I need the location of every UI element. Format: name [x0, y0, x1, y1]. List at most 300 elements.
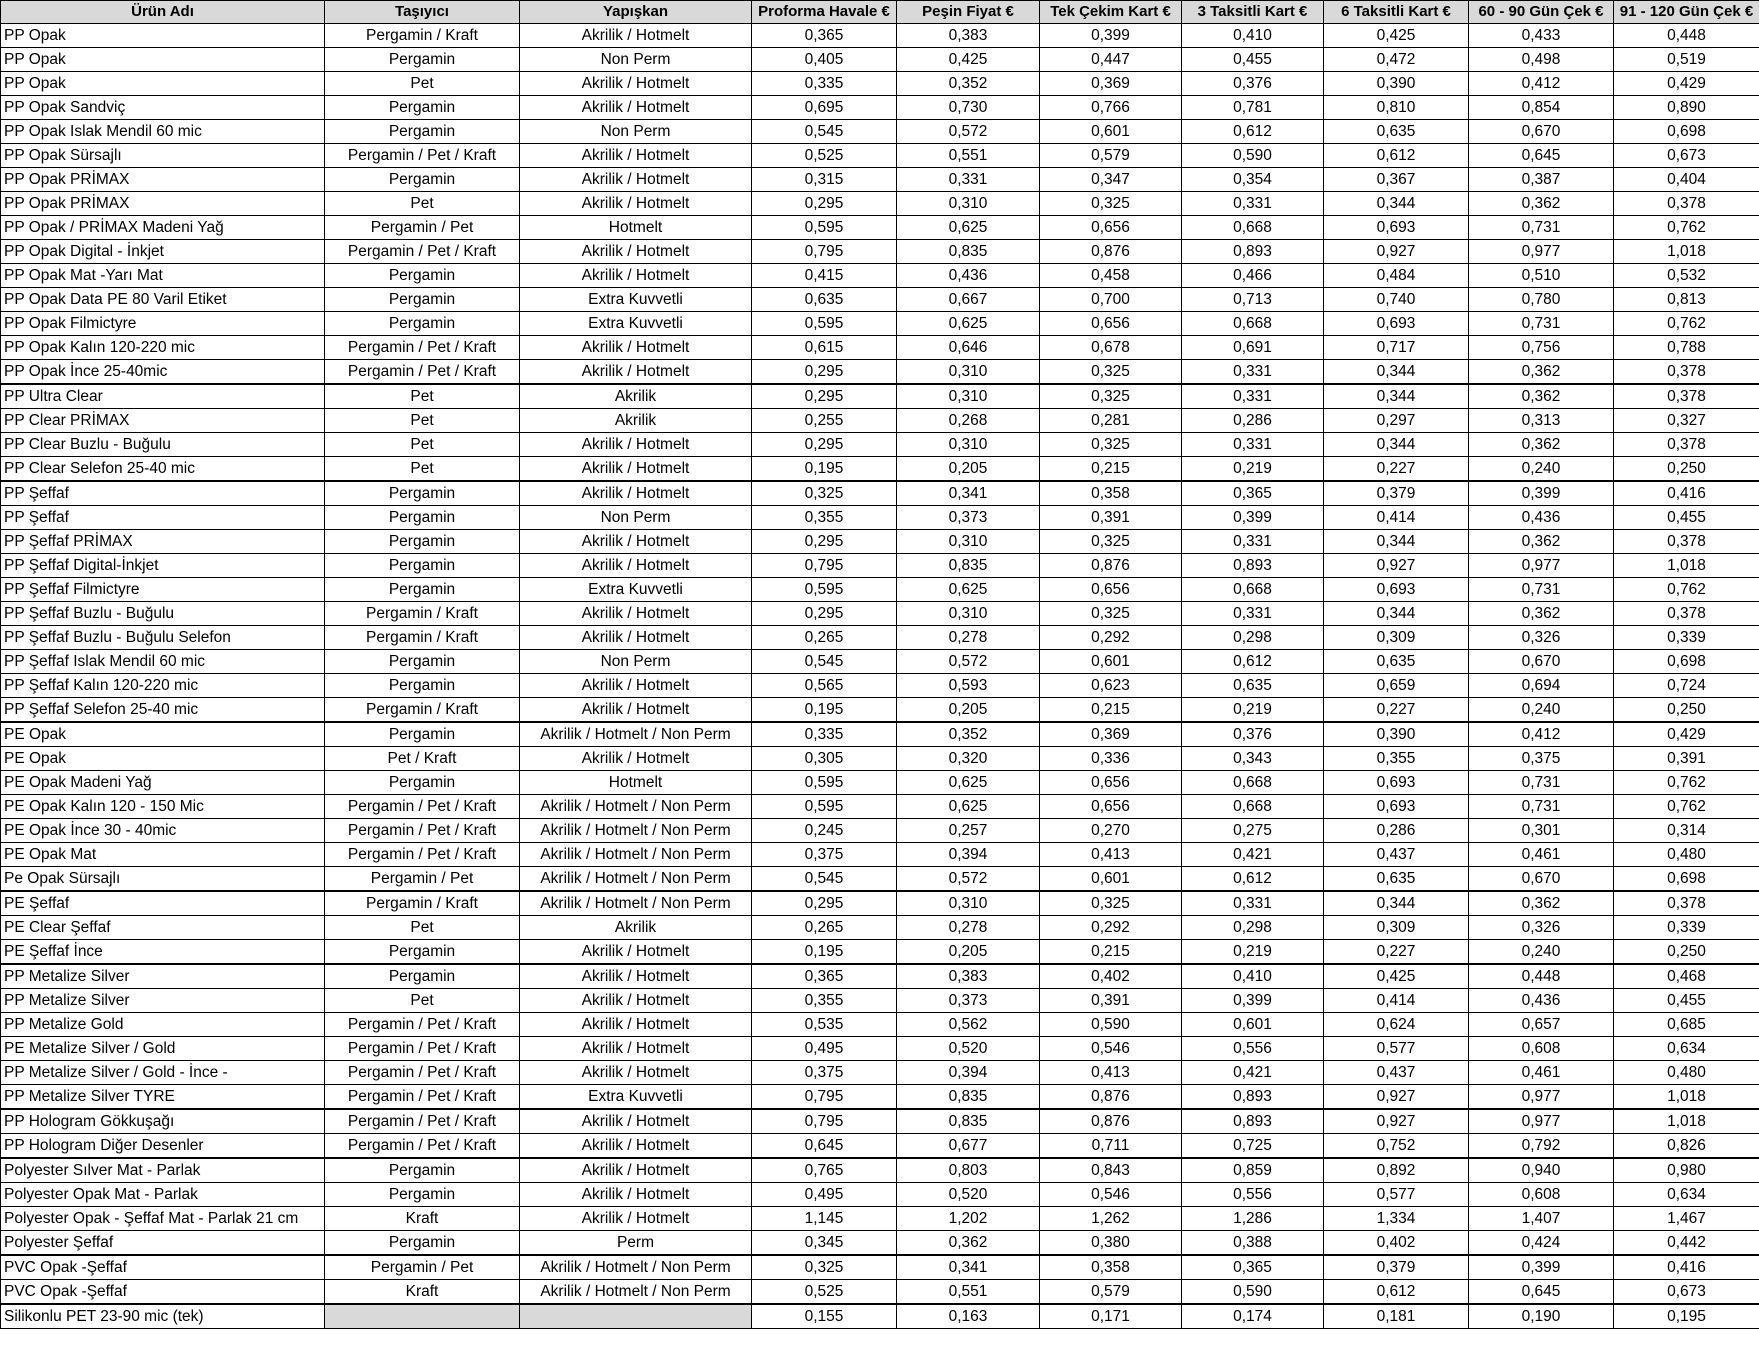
cell-6-taksitli-kart[interactable]: 0,810	[1324, 96, 1469, 120]
cell-yapiskan[interactable]: Akrilik / Hotmelt	[520, 1013, 752, 1037]
cell-proforma-havale[interactable]: 0,405	[752, 48, 897, 72]
cell-6-taksitli-kart[interactable]: 0,344	[1324, 360, 1469, 385]
cell-yapiskan[interactable]: Akrilik / Hotmelt	[520, 336, 752, 360]
cell-6-taksitli-kart[interactable]: 0,624	[1324, 1013, 1469, 1037]
cell-pesin-fiyat[interactable]: 0,551	[897, 1280, 1040, 1305]
cell-6-taksitli-kart[interactable]: 0,437	[1324, 1061, 1469, 1085]
cell-urun-adi[interactable]: PP Opak PRİMAX	[1, 192, 325, 216]
cell-pesin-fiyat[interactable]: 0,803	[897, 1158, 1040, 1183]
cell-6-taksitli-kart[interactable]: 0,740	[1324, 288, 1469, 312]
cell-91-120-gun-cek[interactable]: 0,788	[1614, 336, 1759, 360]
cell-urun-adi[interactable]: PE Opak	[1, 747, 325, 771]
cell-tek-cekim-kart[interactable]: 0,843	[1040, 1158, 1182, 1183]
cell-yapiskan[interactable]: Akrilik / Hotmelt	[520, 1109, 752, 1134]
cell-tasiyici[interactable]: Pergamin / Pet / Kraft	[325, 795, 520, 819]
cell-60-90-gun-cek[interactable]: 0,399	[1469, 481, 1614, 506]
cell-6-taksitli-kart[interactable]: 0,344	[1324, 384, 1469, 409]
cell-pesin-fiyat[interactable]: 0,373	[897, 506, 1040, 530]
cell-6-taksitli-kart[interactable]: 0,390	[1324, 72, 1469, 96]
column-header-urun-adi[interactable]: Ürün Adı	[1, 1, 325, 24]
cell-3-taksitli-kart[interactable]: 0,893	[1182, 1109, 1324, 1134]
cell-pesin-fiyat[interactable]: 0,730	[897, 96, 1040, 120]
cell-3-taksitli-kart[interactable]: 0,781	[1182, 96, 1324, 120]
cell-yapiskan[interactable]: Akrilik / Hotmelt / Non Perm	[520, 1280, 752, 1305]
cell-pesin-fiyat[interactable]: 0,310	[897, 530, 1040, 554]
cell-urun-adi[interactable]: PP Şeffaf Kalın 120-220 mic	[1, 674, 325, 698]
cell-60-90-gun-cek[interactable]: 0,670	[1469, 120, 1614, 144]
cell-91-120-gun-cek[interactable]: 0,404	[1614, 168, 1759, 192]
cell-3-taksitli-kart[interactable]: 0,668	[1182, 216, 1324, 240]
cell-tek-cekim-kart[interactable]: 0,711	[1040, 1134, 1182, 1159]
cell-tek-cekim-kart[interactable]: 0,391	[1040, 989, 1182, 1013]
cell-tek-cekim-kart[interactable]: 0,402	[1040, 964, 1182, 989]
cell-tasiyici[interactable]: Pergamin / Pet	[325, 867, 520, 892]
cell-tek-cekim-kart[interactable]: 0,369	[1040, 722, 1182, 747]
cell-3-taksitli-kart[interactable]: 0,331	[1182, 530, 1324, 554]
cell-pesin-fiyat[interactable]: 0,394	[897, 1061, 1040, 1085]
cell-urun-adi[interactable]: PE Opak	[1, 722, 325, 747]
cell-pesin-fiyat[interactable]: 0,835	[897, 554, 1040, 578]
cell-6-taksitli-kart[interactable]: 0,367	[1324, 168, 1469, 192]
cell-3-taksitli-kart[interactable]: 0,354	[1182, 168, 1324, 192]
cell-tasiyici[interactable]: Pergamin / Kraft	[325, 891, 520, 916]
cell-60-90-gun-cek[interactable]: 0,362	[1469, 530, 1614, 554]
cell-91-120-gun-cek[interactable]: 0,250	[1614, 457, 1759, 482]
cell-60-90-gun-cek[interactable]: 0,977	[1469, 1085, 1614, 1110]
cell-urun-adi[interactable]: PP Metalize Silver	[1, 964, 325, 989]
cell-pesin-fiyat[interactable]: 0,383	[897, 24, 1040, 48]
cell-60-90-gun-cek[interactable]: 0,977	[1469, 1109, 1614, 1134]
cell-tasiyici[interactable]: Pergamin / Pet / Kraft	[325, 1085, 520, 1110]
cell-60-90-gun-cek[interactable]: 0,645	[1469, 144, 1614, 168]
cell-tasiyici[interactable]: Pergamin	[325, 964, 520, 989]
cell-60-90-gun-cek[interactable]: 0,510	[1469, 264, 1614, 288]
cell-91-120-gun-cek[interactable]: 0,339	[1614, 626, 1759, 650]
cell-91-120-gun-cek[interactable]: 1,018	[1614, 1085, 1759, 1110]
cell-60-90-gun-cek[interactable]: 0,240	[1469, 457, 1614, 482]
cell-tek-cekim-kart[interactable]: 0,579	[1040, 144, 1182, 168]
cell-91-120-gun-cek[interactable]: 0,698	[1614, 867, 1759, 892]
cell-yapiskan[interactable]: Akrilik / Hotmelt	[520, 964, 752, 989]
cell-tek-cekim-kart[interactable]: 0,281	[1040, 409, 1182, 433]
cell-6-taksitli-kart[interactable]: 0,344	[1324, 192, 1469, 216]
cell-6-taksitli-kart[interactable]: 0,297	[1324, 409, 1469, 433]
cell-proforma-havale[interactable]: 0,795	[752, 554, 897, 578]
cell-tek-cekim-kart[interactable]: 0,171	[1040, 1304, 1182, 1329]
cell-yapiskan[interactable]: Non Perm	[520, 48, 752, 72]
column-header-3-taksitli-kart[interactable]: 3 Taksitli Kart €	[1182, 1, 1324, 24]
cell-tasiyici[interactable]: Pet	[325, 192, 520, 216]
cell-yapiskan[interactable]: Akrilik / Hotmelt	[520, 481, 752, 506]
cell-yapiskan[interactable]	[520, 1304, 752, 1329]
cell-91-120-gun-cek[interactable]: 0,532	[1614, 264, 1759, 288]
cell-yapiskan[interactable]: Akrilik / Hotmelt	[520, 360, 752, 385]
cell-pesin-fiyat[interactable]: 0,625	[897, 771, 1040, 795]
cell-91-120-gun-cek[interactable]: 0,762	[1614, 312, 1759, 336]
cell-tasiyici[interactable]: Pet	[325, 989, 520, 1013]
cell-pesin-fiyat[interactable]: 0,163	[897, 1304, 1040, 1329]
cell-91-120-gun-cek[interactable]: 0,378	[1614, 360, 1759, 385]
cell-urun-adi[interactable]: PP Opak / PRİMAX Madeni Yağ	[1, 216, 325, 240]
cell-proforma-havale[interactable]: 0,525	[752, 144, 897, 168]
cell-urun-adi[interactable]: PP Opak Filmictyre	[1, 312, 325, 336]
cell-6-taksitli-kart[interactable]: 0,286	[1324, 819, 1469, 843]
cell-tasiyici[interactable]: Pergamin / Pet / Kraft	[325, 1013, 520, 1037]
cell-91-120-gun-cek[interactable]: 0,448	[1614, 24, 1759, 48]
cell-tek-cekim-kart[interactable]: 0,546	[1040, 1183, 1182, 1207]
cell-tasiyici[interactable]: Pergamin	[325, 96, 520, 120]
cell-yapiskan[interactable]: Hotmelt	[520, 216, 752, 240]
cell-6-taksitli-kart[interactable]: 0,693	[1324, 795, 1469, 819]
column-header-6-taksitli-kart[interactable]: 6 Taksitli Kart €	[1324, 1, 1469, 24]
cell-proforma-havale[interactable]: 0,195	[752, 457, 897, 482]
cell-yapiskan[interactable]: Akrilik / Hotmelt	[520, 144, 752, 168]
cell-tek-cekim-kart[interactable]: 0,656	[1040, 578, 1182, 602]
cell-tasiyici[interactable]: Pergamin	[325, 1183, 520, 1207]
cell-yapiskan[interactable]: Akrilik / Hotmelt	[520, 264, 752, 288]
cell-proforma-havale[interactable]: 0,195	[752, 698, 897, 723]
cell-tasiyici[interactable]: Pergamin / Pet / Kraft	[325, 843, 520, 867]
cell-pesin-fiyat[interactable]: 0,331	[897, 168, 1040, 192]
cell-proforma-havale[interactable]: 0,265	[752, 626, 897, 650]
cell-yapiskan[interactable]: Akrilik / Hotmelt	[520, 1158, 752, 1183]
cell-yapiskan[interactable]: Akrilik / Hotmelt	[520, 698, 752, 723]
cell-yapiskan[interactable]: Extra Kuvvetli	[520, 288, 752, 312]
cell-tasiyici[interactable]: Pergamin	[325, 650, 520, 674]
cell-yapiskan[interactable]: Akrilik / Hotmelt	[520, 747, 752, 771]
cell-91-120-gun-cek[interactable]: 0,250	[1614, 940, 1759, 965]
cell-urun-adi[interactable]: PP Clear PRİMAX	[1, 409, 325, 433]
cell-91-120-gun-cek[interactable]: 0,416	[1614, 1255, 1759, 1280]
cell-tek-cekim-kart[interactable]: 1,262	[1040, 1207, 1182, 1231]
cell-tek-cekim-kart[interactable]: 0,413	[1040, 1061, 1182, 1085]
cell-urun-adi[interactable]: PP Şeffaf Islak Mendil 60 mic	[1, 650, 325, 674]
cell-6-taksitli-kart[interactable]: 0,227	[1324, 698, 1469, 723]
cell-60-90-gun-cek[interactable]: 0,190	[1469, 1304, 1614, 1329]
cell-91-120-gun-cek[interactable]: 0,762	[1614, 795, 1759, 819]
cell-yapiskan[interactable]: Perm	[520, 1231, 752, 1256]
cell-tasiyici[interactable]: Pergamin	[325, 48, 520, 72]
cell-pesin-fiyat[interactable]: 0,625	[897, 312, 1040, 336]
cell-proforma-havale[interactable]: 0,365	[752, 964, 897, 989]
cell-6-taksitli-kart[interactable]: 0,344	[1324, 602, 1469, 626]
cell-tek-cekim-kart[interactable]: 0,447	[1040, 48, 1182, 72]
cell-proforma-havale[interactable]: 0,595	[752, 771, 897, 795]
cell-6-taksitli-kart[interactable]: 0,927	[1324, 240, 1469, 264]
cell-3-taksitli-kart[interactable]: 0,331	[1182, 192, 1324, 216]
cell-tek-cekim-kart[interactable]: 0,876	[1040, 554, 1182, 578]
cell-3-taksitli-kart[interactable]: 0,859	[1182, 1158, 1324, 1183]
cell-60-90-gun-cek[interactable]: 0,313	[1469, 409, 1614, 433]
cell-tek-cekim-kart[interactable]: 0,876	[1040, 240, 1182, 264]
cell-60-90-gun-cek[interactable]: 0,301	[1469, 819, 1614, 843]
cell-tek-cekim-kart[interactable]: 0,678	[1040, 336, 1182, 360]
cell-pesin-fiyat[interactable]: 0,310	[897, 192, 1040, 216]
column-header-tek-cekim-kart[interactable]: Tek Çekim Kart €	[1040, 1, 1182, 24]
cell-proforma-havale[interactable]: 0,495	[752, 1183, 897, 1207]
cell-urun-adi[interactable]: PP Şeffaf	[1, 481, 325, 506]
cell-proforma-havale[interactable]: 0,375	[752, 843, 897, 867]
cell-urun-adi[interactable]: PP Hologram Gökkuşağı	[1, 1109, 325, 1134]
cell-tek-cekim-kart[interactable]: 0,325	[1040, 530, 1182, 554]
cell-6-taksitli-kart[interactable]: 0,635	[1324, 120, 1469, 144]
cell-urun-adi[interactable]: PP Opak Digital - İnkjet	[1, 240, 325, 264]
cell-60-90-gun-cek[interactable]: 0,362	[1469, 602, 1614, 626]
cell-pesin-fiyat[interactable]: 0,352	[897, 72, 1040, 96]
cell-tek-cekim-kart[interactable]: 0,270	[1040, 819, 1182, 843]
cell-urun-adi[interactable]: PP Şeffaf Buzlu - Buğulu	[1, 602, 325, 626]
cell-urun-adi[interactable]: PP Ultra Clear	[1, 384, 325, 409]
cell-3-taksitli-kart[interactable]: 0,590	[1182, 144, 1324, 168]
cell-urun-adi[interactable]: PE Şeffaf	[1, 891, 325, 916]
cell-yapiskan[interactable]: Akrilik / Hotmelt / Non Perm	[520, 1255, 752, 1280]
cell-3-taksitli-kart[interactable]: 0,556	[1182, 1037, 1324, 1061]
cell-tek-cekim-kart[interactable]: 0,215	[1040, 940, 1182, 965]
cell-tek-cekim-kart[interactable]: 0,601	[1040, 650, 1182, 674]
cell-tasiyici[interactable]: Pergamin / Pet / Kraft	[325, 144, 520, 168]
cell-3-taksitli-kart[interactable]: 0,601	[1182, 1013, 1324, 1037]
cell-60-90-gun-cek[interactable]: 0,448	[1469, 964, 1614, 989]
cell-6-taksitli-kart[interactable]: 0,227	[1324, 457, 1469, 482]
cell-pesin-fiyat[interactable]: 0,268	[897, 409, 1040, 433]
cell-91-120-gun-cek[interactable]: 0,890	[1614, 96, 1759, 120]
cell-6-taksitli-kart[interactable]: 0,309	[1324, 626, 1469, 650]
cell-3-taksitli-kart[interactable]: 0,219	[1182, 940, 1324, 965]
cell-urun-adi[interactable]: PP Opak Data PE 80 Varil Etiket	[1, 288, 325, 312]
cell-3-taksitli-kart[interactable]: 0,376	[1182, 72, 1324, 96]
cell-pesin-fiyat[interactable]: 0,310	[897, 360, 1040, 385]
cell-pesin-fiyat[interactable]: 0,551	[897, 144, 1040, 168]
cell-3-taksitli-kart[interactable]: 0,421	[1182, 843, 1324, 867]
cell-tasiyici[interactable]: Pet	[325, 916, 520, 940]
column-header-yapiskan[interactable]: Yapışkan	[520, 1, 752, 24]
cell-tasiyici[interactable]: Pergamin	[325, 168, 520, 192]
cell-60-90-gun-cek[interactable]: 0,424	[1469, 1231, 1614, 1256]
cell-pesin-fiyat[interactable]: 0,677	[897, 1134, 1040, 1159]
cell-tasiyici[interactable]: Pergamin	[325, 1158, 520, 1183]
cell-tasiyici[interactable]: Pet / Kraft	[325, 747, 520, 771]
cell-tek-cekim-kart[interactable]: 0,656	[1040, 795, 1182, 819]
cell-tasiyici[interactable]: Pergamin	[325, 771, 520, 795]
cell-60-90-gun-cek[interactable]: 0,436	[1469, 989, 1614, 1013]
cell-6-taksitli-kart[interactable]: 0,612	[1324, 144, 1469, 168]
cell-urun-adi[interactable]: PP Metalize Gold	[1, 1013, 325, 1037]
cell-91-120-gun-cek[interactable]: 0,762	[1614, 578, 1759, 602]
cell-proforma-havale[interactable]: 0,255	[752, 409, 897, 433]
cell-proforma-havale[interactable]: 0,245	[752, 819, 897, 843]
cell-3-taksitli-kart[interactable]: 0,893	[1182, 1085, 1324, 1110]
cell-proforma-havale[interactable]: 0,635	[752, 288, 897, 312]
cell-6-taksitli-kart[interactable]: 0,437	[1324, 843, 1469, 867]
cell-6-taksitli-kart[interactable]: 0,577	[1324, 1037, 1469, 1061]
cell-urun-adi[interactable]: Polyester Sılver Mat - Parlak	[1, 1158, 325, 1183]
cell-60-90-gun-cek[interactable]: 0,670	[1469, 867, 1614, 892]
cell-tek-cekim-kart[interactable]: 0,325	[1040, 891, 1182, 916]
cell-3-taksitli-kart[interactable]: 0,893	[1182, 554, 1324, 578]
cell-yapiskan[interactable]: Akrilik / Hotmelt	[520, 674, 752, 698]
cell-91-120-gun-cek[interactable]: 0,378	[1614, 433, 1759, 457]
cell-urun-adi[interactable]: PP Opak İnce 25-40mic	[1, 360, 325, 385]
cell-tek-cekim-kart[interactable]: 0,656	[1040, 771, 1182, 795]
cell-tasiyici[interactable]: Pet	[325, 433, 520, 457]
cell-6-taksitli-kart[interactable]: 0,693	[1324, 578, 1469, 602]
cell-60-90-gun-cek[interactable]: 0,240	[1469, 698, 1614, 723]
cell-tek-cekim-kart[interactable]: 0,215	[1040, 457, 1182, 482]
cell-6-taksitli-kart[interactable]: 0,717	[1324, 336, 1469, 360]
cell-proforma-havale[interactable]: 0,335	[752, 722, 897, 747]
cell-tek-cekim-kart[interactable]: 0,292	[1040, 916, 1182, 940]
cell-pesin-fiyat[interactable]: 0,436	[897, 264, 1040, 288]
cell-tasiyici[interactable]: Pergamin	[325, 940, 520, 965]
cell-proforma-havale[interactable]: 0,495	[752, 1037, 897, 1061]
cell-60-90-gun-cek[interactable]: 0,362	[1469, 360, 1614, 385]
cell-tasiyici[interactable]: Pet	[325, 384, 520, 409]
cell-tek-cekim-kart[interactable]: 0,601	[1040, 120, 1182, 144]
cell-tek-cekim-kart[interactable]: 0,325	[1040, 433, 1182, 457]
cell-60-90-gun-cek[interactable]: 1,407	[1469, 1207, 1614, 1231]
cell-pesin-fiyat[interactable]: 0,341	[897, 481, 1040, 506]
cell-pesin-fiyat[interactable]: 0,320	[897, 747, 1040, 771]
cell-yapiskan[interactable]: Akrilik / Hotmelt	[520, 192, 752, 216]
cell-pesin-fiyat[interactable]: 0,520	[897, 1183, 1040, 1207]
cell-91-120-gun-cek[interactable]: 1,018	[1614, 240, 1759, 264]
cell-urun-adi[interactable]: PVC Opak -Şeffaf	[1, 1255, 325, 1280]
cell-yapiskan[interactable]: Akrilik / Hotmelt	[520, 457, 752, 482]
cell-3-taksitli-kart[interactable]: 0,668	[1182, 771, 1324, 795]
cell-proforma-havale[interactable]: 0,545	[752, 867, 897, 892]
cell-proforma-havale[interactable]: 0,795	[752, 1109, 897, 1134]
cell-urun-adi[interactable]: PP Clear Buzlu - Buğulu	[1, 433, 325, 457]
cell-91-120-gun-cek[interactable]: 0,698	[1614, 650, 1759, 674]
cell-6-taksitli-kart[interactable]: 0,577	[1324, 1183, 1469, 1207]
cell-60-90-gun-cek[interactable]: 0,362	[1469, 891, 1614, 916]
cell-3-taksitli-kart[interactable]: 0,331	[1182, 384, 1324, 409]
cell-91-120-gun-cek[interactable]: 0,698	[1614, 120, 1759, 144]
cell-6-taksitli-kart[interactable]: 0,693	[1324, 771, 1469, 795]
cell-pesin-fiyat[interactable]: 0,373	[897, 989, 1040, 1013]
cell-91-120-gun-cek[interactable]: 1,018	[1614, 1109, 1759, 1134]
cell-91-120-gun-cek[interactable]: 0,455	[1614, 506, 1759, 530]
cell-6-taksitli-kart[interactable]: 0,693	[1324, 216, 1469, 240]
cell-3-taksitli-kart[interactable]: 0,410	[1182, 964, 1324, 989]
cell-tek-cekim-kart[interactable]: 0,325	[1040, 602, 1182, 626]
cell-60-90-gun-cek[interactable]: 0,854	[1469, 96, 1614, 120]
cell-3-taksitli-kart[interactable]: 0,668	[1182, 795, 1324, 819]
cell-tek-cekim-kart[interactable]: 0,590	[1040, 1013, 1182, 1037]
cell-6-taksitli-kart[interactable]: 0,414	[1324, 989, 1469, 1013]
cell-yapiskan[interactable]: Akrilik	[520, 916, 752, 940]
cell-6-taksitli-kart[interactable]: 0,181	[1324, 1304, 1469, 1329]
cell-urun-adi[interactable]: PP Opak Sandviç	[1, 96, 325, 120]
cell-proforma-havale[interactable]: 0,795	[752, 240, 897, 264]
cell-pesin-fiyat[interactable]: 0,394	[897, 843, 1040, 867]
cell-60-90-gun-cek[interactable]: 0,731	[1469, 216, 1614, 240]
cell-tasiyici[interactable]: Pergamin	[325, 554, 520, 578]
cell-proforma-havale[interactable]: 1,145	[752, 1207, 897, 1231]
cell-proforma-havale[interactable]: 0,595	[752, 578, 897, 602]
cell-pesin-fiyat[interactable]: 0,593	[897, 674, 1040, 698]
column-header-tasiyici[interactable]: Taşıyıcı	[325, 1, 520, 24]
cell-tasiyici[interactable]: Pergamin	[325, 264, 520, 288]
column-header-91-120-gun-cek[interactable]: 91 - 120 Gün Çek €	[1614, 1, 1759, 24]
cell-tasiyici[interactable]: Pergamin / Pet / Kraft	[325, 819, 520, 843]
cell-60-90-gun-cek[interactable]: 0,387	[1469, 168, 1614, 192]
cell-60-90-gun-cek[interactable]: 0,731	[1469, 312, 1614, 336]
cell-tek-cekim-kart[interactable]: 0,336	[1040, 747, 1182, 771]
cell-91-120-gun-cek[interactable]: 0,378	[1614, 530, 1759, 554]
cell-pesin-fiyat[interactable]: 0,425	[897, 48, 1040, 72]
cell-proforma-havale[interactable]: 0,595	[752, 312, 897, 336]
cell-yapiskan[interactable]: Akrilik	[520, 409, 752, 433]
cell-tek-cekim-kart[interactable]: 0,876	[1040, 1109, 1182, 1134]
cell-6-taksitli-kart[interactable]: 0,892	[1324, 1158, 1469, 1183]
cell-6-taksitli-kart[interactable]: 0,309	[1324, 916, 1469, 940]
cell-3-taksitli-kart[interactable]: 0,174	[1182, 1304, 1324, 1329]
cell-proforma-havale[interactable]: 0,325	[752, 481, 897, 506]
cell-tasiyici[interactable]: Pergamin / Pet / Kraft	[325, 240, 520, 264]
cell-tek-cekim-kart[interactable]: 0,546	[1040, 1037, 1182, 1061]
cell-yapiskan[interactable]: Akrilik / Hotmelt	[520, 554, 752, 578]
cell-60-90-gun-cek[interactable]: 0,940	[1469, 1158, 1614, 1183]
cell-60-90-gun-cek[interactable]: 0,436	[1469, 506, 1614, 530]
cell-91-120-gun-cek[interactable]: 0,762	[1614, 216, 1759, 240]
cell-3-taksitli-kart[interactable]: 0,612	[1182, 650, 1324, 674]
cell-tasiyici[interactable]: Pergamin	[325, 674, 520, 698]
cell-91-120-gun-cek[interactable]: 0,685	[1614, 1013, 1759, 1037]
cell-3-taksitli-kart[interactable]: 0,219	[1182, 698, 1324, 723]
cell-60-90-gun-cek[interactable]: 0,362	[1469, 192, 1614, 216]
cell-proforma-havale[interactable]: 0,195	[752, 940, 897, 965]
cell-urun-adi[interactable]: PP Hologram Diğer Desenler	[1, 1134, 325, 1159]
cell-tek-cekim-kart[interactable]: 0,215	[1040, 698, 1182, 723]
cell-tek-cekim-kart[interactable]: 0,325	[1040, 384, 1182, 409]
cell-6-taksitli-kart[interactable]: 0,752	[1324, 1134, 1469, 1159]
cell-proforma-havale[interactable]: 0,595	[752, 216, 897, 240]
cell-91-120-gun-cek[interactable]: 0,813	[1614, 288, 1759, 312]
cell-urun-adi[interactable]: Polyester Şeffaf	[1, 1231, 325, 1256]
cell-tasiyici[interactable]: Pergamin / Pet / Kraft	[325, 1134, 520, 1159]
cell-tek-cekim-kart[interactable]: 0,623	[1040, 674, 1182, 698]
cell-tasiyici[interactable]: Kraft	[325, 1207, 520, 1231]
cell-tasiyici[interactable]: Pet	[325, 409, 520, 433]
cell-60-90-gun-cek[interactable]: 0,731	[1469, 771, 1614, 795]
cell-3-taksitli-kart[interactable]: 0,298	[1182, 626, 1324, 650]
cell-proforma-havale[interactable]: 0,295	[752, 602, 897, 626]
cell-60-90-gun-cek[interactable]: 0,362	[1469, 384, 1614, 409]
cell-91-120-gun-cek[interactable]: 0,378	[1614, 602, 1759, 626]
cell-proforma-havale[interactable]: 0,295	[752, 433, 897, 457]
cell-91-120-gun-cek[interactable]: 0,634	[1614, 1037, 1759, 1061]
cell-yapiskan[interactable]: Hotmelt	[520, 771, 752, 795]
cell-pesin-fiyat[interactable]: 0,362	[897, 1231, 1040, 1256]
cell-3-taksitli-kart[interactable]: 0,399	[1182, 506, 1324, 530]
cell-urun-adi[interactable]: PP Şeffaf Buzlu - Buğulu Selefon	[1, 626, 325, 650]
cell-urun-adi[interactable]: PP Opak PRİMAX	[1, 168, 325, 192]
cell-6-taksitli-kart[interactable]: 0,425	[1324, 964, 1469, 989]
cell-tasiyici[interactable]: Pergamin	[325, 120, 520, 144]
cell-yapiskan[interactable]: Akrilik / Hotmelt / Non Perm	[520, 795, 752, 819]
cell-60-90-gun-cek[interactable]: 0,608	[1469, 1183, 1614, 1207]
cell-tasiyici[interactable]: Pergamin	[325, 1231, 520, 1256]
cell-proforma-havale[interactable]: 0,595	[752, 795, 897, 819]
cell-60-90-gun-cek[interactable]: 0,399	[1469, 1255, 1614, 1280]
cell-proforma-havale[interactable]: 0,545	[752, 650, 897, 674]
cell-urun-adi[interactable]: PP Opak	[1, 24, 325, 48]
cell-yapiskan[interactable]: Akrilik / Hotmelt / Non Perm	[520, 891, 752, 916]
cell-urun-adi[interactable]: PP Metalize Silver	[1, 989, 325, 1013]
cell-tasiyici[interactable]: Pergamin / Pet / Kraft	[325, 336, 520, 360]
cell-yapiskan[interactable]: Akrilik / Hotmelt	[520, 1037, 752, 1061]
